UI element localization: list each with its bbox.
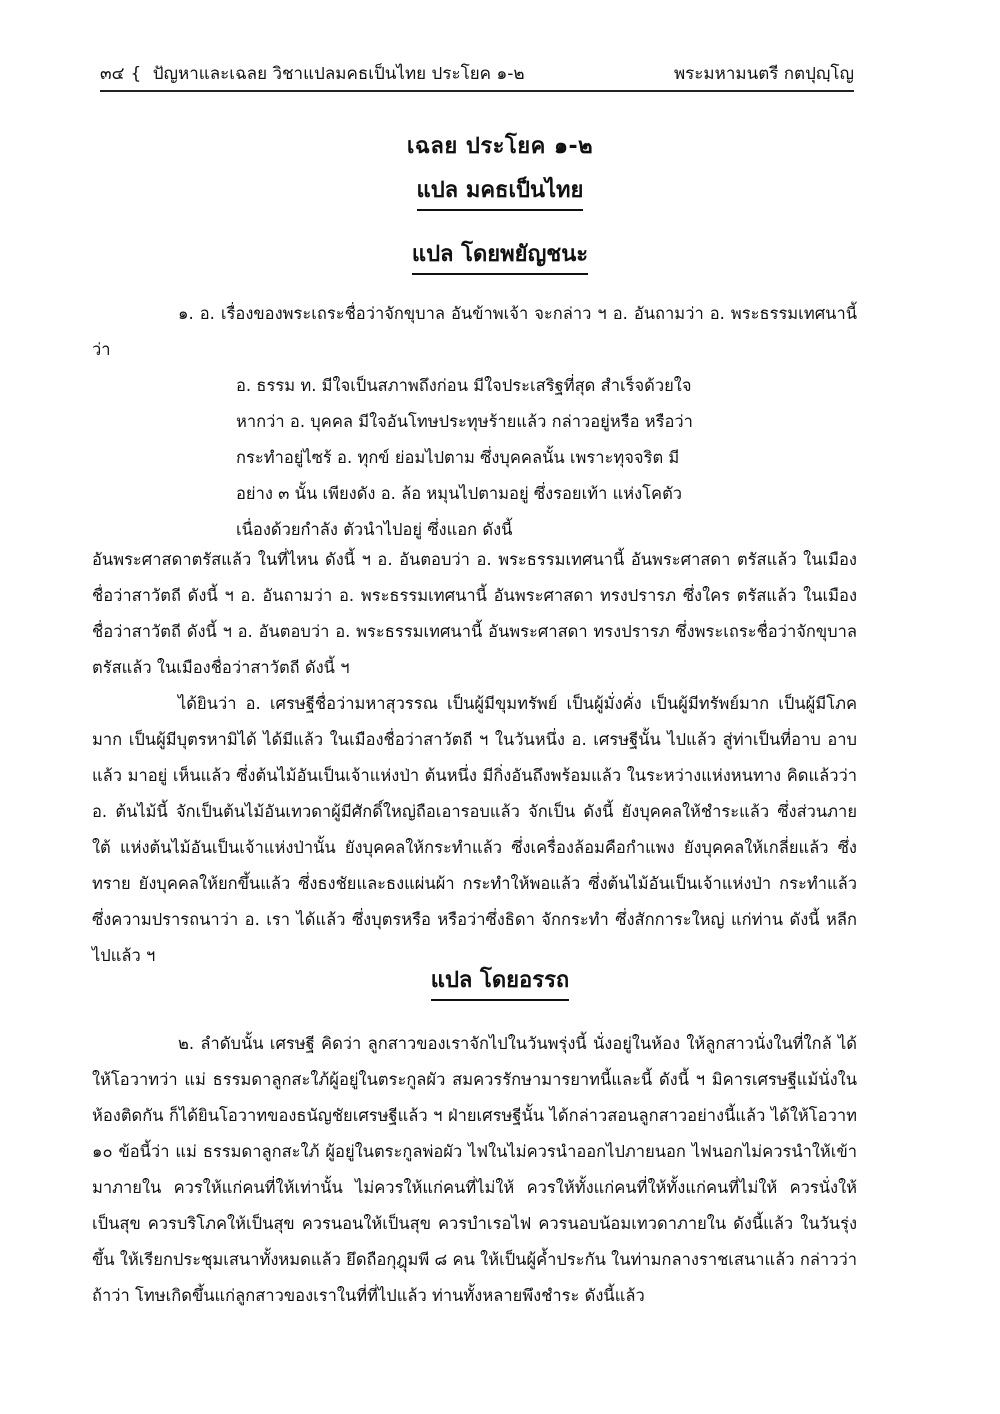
paragraph-2: [92, 686, 857, 974]
page-number: ๓๔: [100, 64, 125, 84]
translation-title: [0, 172, 1000, 211]
verse-line: อย่าง ๓ นั้น เพียงดัง อ. ล้อ หมุนไปตามอยู่ ซึ่งรอยเท้า แห่งโคตัว: [236, 484, 683, 503]
translation-title-text: แปล มคธเป็นไทย: [417, 172, 584, 211]
paragraph-1-continuation: [92, 542, 857, 686]
answer-title-text: เฉลย ประโยค ๑-๒: [406, 134, 594, 159]
paragraph-1-intro-text: ๑. อ. เรื่องของพระเถระชื่อว่าจักขุบาล อันข้าพเจ้า จะกล่าว ฯ อ. อันถามว่า อ. พระธรรมเทศนานี้ว่า: [92, 304, 857, 359]
section-heading-meaning-text: แปล โดยอรรถ: [431, 962, 569, 1001]
section-heading-literal-text: แปล โดยพยัญชนะ: [412, 236, 588, 275]
verse-line: กระทำอยู่ไซร้ อ. ทุกข์ ย่อมไปตาม ซึ่งบุคคลนั้น เพราะทุจจริต มี: [236, 448, 680, 467]
page-header: [100, 62, 854, 92]
verse-block: [236, 368, 726, 548]
paragraph-1-continuation-text: อันพระศาสดาตรัสแล้ว ในที่ไหน ดังนี้ ฯ อ. อันตอบว่า อ. พระธรรมเทศนานี้ อันพระศาสดา ตรัสแล้ว ในเมืองชื่อว่าสาวัตถี ดังนี้ ฯ อ. อันถามว่า อ. พระธรรมเทศนานี้ อันพระศาสดา ทรงปรารภ ซึ่งใคร ตรัสแล้ว ในเมืองชื่อว่าสาวัตถี ดังนี้ ฯ อ. อันตอบว่า อ. พระธรรมเทศนานี้ อันพระศาสดา ทรงปรารภ ซึ่งพระเถระชื่อว่าจักขุบาล ตรัสแล้ว ในเมืองชื่อว่าสาวัตถี ดังนี้ ฯ: [92, 550, 857, 677]
section-heading-literal: [0, 236, 1000, 275]
paragraph-3: [92, 1026, 857, 1314]
paragraph-2-text: ได้ยินว่า อ. เศรษฐีชื่อว่ามหาสุวรรณ เป็นผู้มีขุมทรัพย์ เป็นผู้มั่งคั่ง เป็นผู้มีทรัพย์มาก เป็นผู้มีโภคมาก เป็นผู้มีบุตรหามิได้ ได้มีแล้ว ในเมืองชื่อว่าสาวัตถี ฯ ในวันหนึ่ง อ. เศรษฐีนั้น ไปแล้ว สู่ท่าเป็นที่อาบ อาบแล้ว มาอยู่ เห็นแล้ว ซึ่งต้นไม้อันเป็นเจ้าแห่งป่า ต้นหนึ่ง มีกิ่งอันถึงพร้อมแล้ว ในระหว่างแห่งหนทาง คิดแล้วว่า อ. ต้นไม้นี้ จักเป็นต้นไม้อันเทวดาผู้มีศักดิ์ใหญ่ถือเอารอบแล้ว จักเป็น ดังนี้ ยังบุคคลให้ชำระแล้ว ซึ่งส่วนภายใต้ แห่งต้นไม้อันเป็นเจ้าแห่งป่านั้น ยังบุคคลให้กระทำแล้ว ซึ่งเครื่องล้อมคือกำแพง ยังบุคคลให้เกลี่ยแล้ว ซึ่งทราย ยังบุคคลให้ยกขึ้นแล้ว ซึ่งธงชัยและธงแผ่นผ้า กระทำให้พอแล้ว ซึ่งต้นไม้อันเป็นเจ้าแห่งป่า กระทำแล้ว ซึ่งความปรารถนาว่า อ. เรา ได้แล้ว ซึ่งบุตรหรือ หรือว่าซึ่งธิดา จักกระทำ ซึ่งสักการะใหญ่ แก่ท่าน ดังนี้ หลีกไปแล้ว ฯ: [92, 694, 857, 965]
verse-line: เนื่องด้วยกำลัง ตัวนำไปอยู่ ซึ่งแอก ดังนี้: [236, 520, 513, 539]
verse-line: หากว่า อ. บุคคล มีใจอันโทษประทุษร้ายแล้ว กล่าวอยู่หรือ หรือว่า: [236, 412, 693, 431]
paragraph-1-intro: [92, 296, 857, 368]
section-heading-meaning: [0, 962, 1000, 1001]
author-name: พระมหามนตรี กตปุญฺโญ: [673, 64, 854, 84]
header-left: [100, 60, 531, 87]
header-bracket: {: [130, 64, 142, 84]
paragraph-3-text: ๒. ลำดับนั้น เศรษฐี คิดว่า ลูกสาวของเราจักไปในวันพรุ่งนี้ นั่งอยู่ในห้อง ให้ลูกสาวนั่งในที่ใกล้ ได้ให้โอวาทว่า แม่ ธรรมดาลูกสะใภ้ผู้อยู่ในตระกูลผัว สมควรรักษามารยาทนี้และนี้ ดังนี้ ฯ มิคารเศรษฐีแม้นั่งในห้องติดกัน ก็ได้ยินโอวาทของธนัญชัยเศรษฐีแล้ว ฯ ฝ่ายเศรษฐีนั้น ได้กล่าวสอนลูกสาวอย่างนี้แล้ว ได้ให้โอวาท ๑๐ ข้อนี้ว่า แม่ ธรรมดาลูกสะใภ้ ผู้อยู่ในตระกูลพ่อผัว ไฟในไม่ควรนำออกไปภายนอก ไฟนอกไม่ควรนำให้เข้ามาภายใน ควรให้แก่คนที่ให้เท่านั้น ไม่ควรให้แก่คนที่ไม่ให้ ควรให้ทั้งแก่คนที่ให้ทั้งแก่คนที่ไม่ให้ ควรนั่งให้เป็นสุข ควรบริโภคให้เป็นสุข ควรนอนให้เป็นสุข ควรบำเรอไฟ ควรนอบน้อมเทวดาภายใน ดังนี้แล้ว ในวันรุ่งขึ้น ให้เรียกประชุมเสนาทั้งหมดแล้ว ยึดถือกุฎุมพี ๘ คน ให้เป็นผู้ค้ำประกัน ในท่ามกลางราชเสนาแล้ว กล่าวว่า ถ้าว่า โทษเกิดขึ้นแก่ลูกสาวของเราในที่ที่ไปแล้ว ท่านทั้งหลายพึงชำระ ดังนี้แล้ว: [92, 1034, 857, 1305]
answer-title: [0, 128, 1000, 163]
book-title: ปัญหาและเฉลย วิชาแปลมคธเป็นไทย ประโยค ๑-๒: [152, 64, 525, 84]
verse-line: อ. ธรรม ท. มีใจเป็นสภาพถึงก่อน มีใจประเสริฐที่สุด สำเร็จด้วยใจ: [236, 376, 692, 395]
